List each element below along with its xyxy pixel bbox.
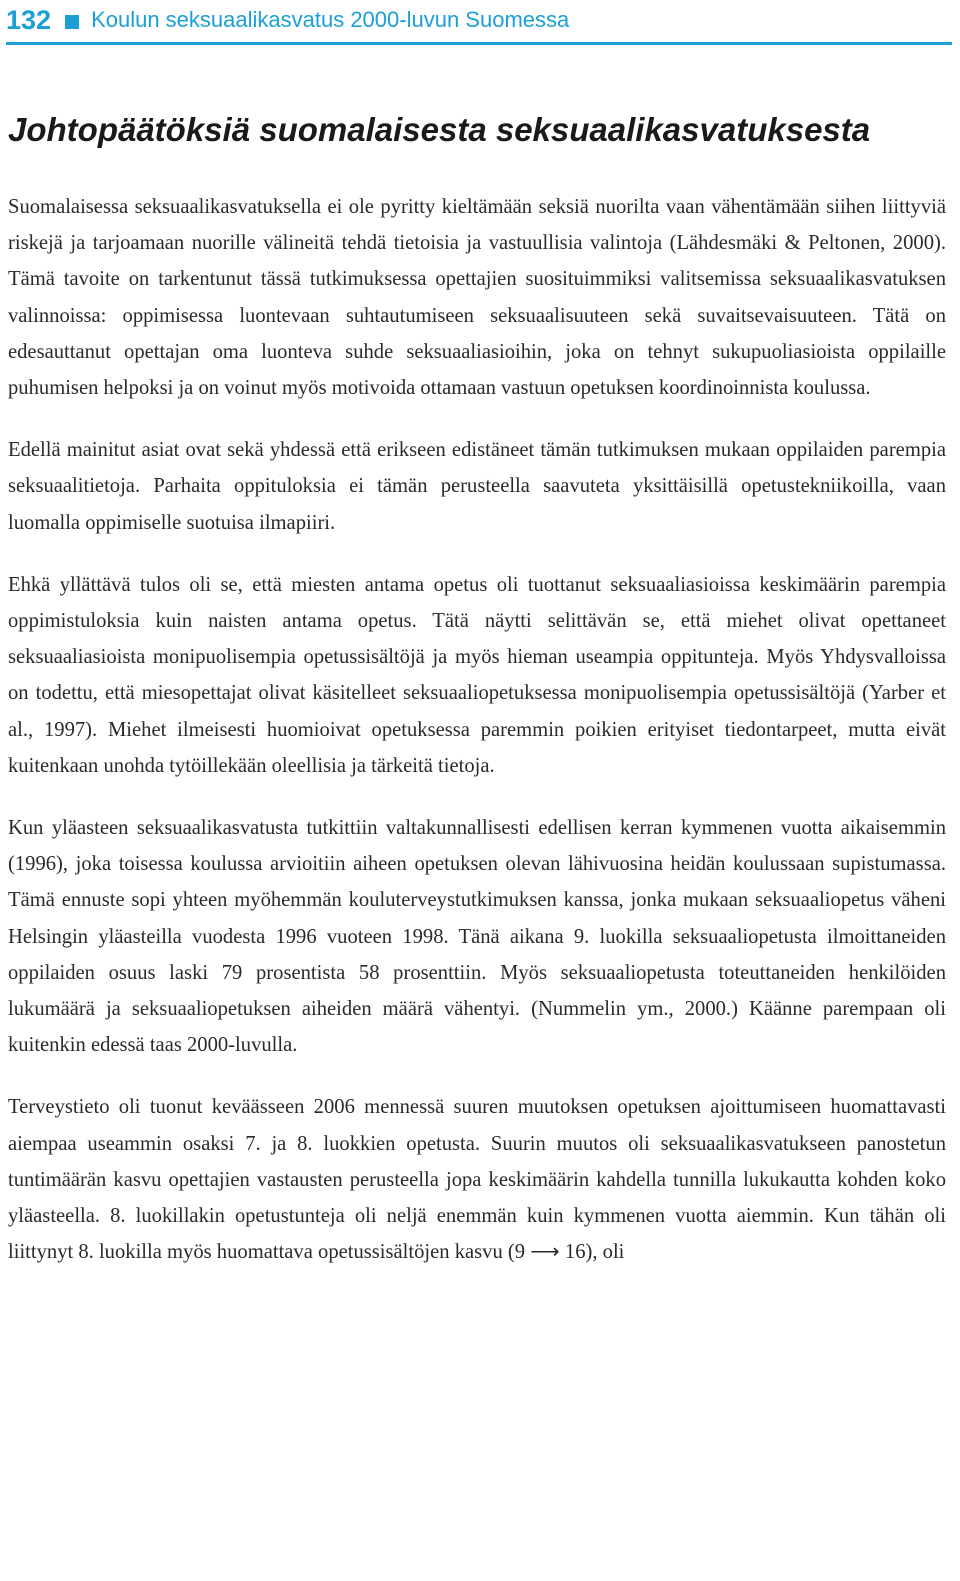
paragraph-1: Suomalaisessa seksuaalikasvatuksella ei ole pyritty kieltämään seksiä nuorilta vaan vähentämään siihen liittyviä riskejä ja tarjoamaan nuorille välineitä tehdä tietoisia ja vastuullisia valintoja (Lähdesmäki & Peltonen, 2000). Tämä tavoite on tarkentunut tässä tutkimuksessa opettajien suosituimmiksi valitsemissa seksuaalikasvatuksen valinnoissa: oppimisessa luontevaan suhtautumiseen seksuaalisuuteen sekä suvaitsevaisuuteen. Tätä on edesauttanut opettajan oma luonteva suhde seksuaaliasioihin, joka on tehnyt sukupuoliasioista oppilaille puhumisen helpoksi ja on voinut myös motivoida ottamaan vastuun opetuksen koordinoinnista koulussa. xyxy=(8,196,946,400)
paragraph-5: Terveystieto oli tuonut keväässeen 2006 mennessä suuren muutoksen opetuksen ajoittumiseen huomattavasti aiempaa useammin osaksi 7. ja 8. luokkien opetusta. Suurin muutos oli seksuaalikasvatukseen panostetun tuntimäärän kasvu opettajien vastausten perusteella jopa keskimäärin kahdella tunnilla lukukautta kohden koko yläasteella. 8. luokillakin opetustunteja oli neljä enemmän kuin kymmenen vuotta aiemmin. Kun tähän oli liittynyt 8. luokilla myös huomattava opetussisältöjen kasvu (9 ⟶ 16), oli xyxy=(8,1096,946,1264)
paragraph-3: Ehkä yllättävä tulos oli se, että miesten antama opetus oli tuottanut seksuaaliasioissa keskimäärin parempia oppimistuloksia kuin naisten antama opetus. Tätä näytti selittävän se, että miehet olivat opettaneet seksuaaliasioista monipuolisempia opetussisältöjä ja myös hieman useampia oppitunteja. Myös Yhdysvalloissa on todettu, että miesopettajat olivat käsitelleet seksuaaliopetuksessa monipuolisempia opetussisältöjä (Yarber et al., 1997). Miehet ilmeisesti huomioivat opetuksessa paremmin poikien erityiset tiedontarpeet, mutta eivät kuitenkaan unohda tytöillekään oleellisia ja tärkeitä tietoja. xyxy=(8,573,946,777)
square-bullet-icon xyxy=(65,15,79,29)
body-text xyxy=(8,189,946,1296)
section-heading: Johtopäätöksiä suomalaisesta seksuaalikasvatuksesta xyxy=(8,111,871,148)
header-divider xyxy=(6,42,952,45)
running-title: Koulun seksuaalikasvatus 2000-luvun Suomessa xyxy=(91,7,570,32)
page-number: 132 xyxy=(6,4,52,35)
paragraph-2: Edellä mainitut asiat ovat sekä yhdessä että erikseen edistäneet tämän tutkimuksen mukaan oppilaiden parempia seksuaalitietoja. Parhaita oppituloksia ei tämän perusteella saavuteta yksittäisillä opetustekniikoilla, vaan luomalla oppimiselle suotuisa ilmapiiri. xyxy=(8,439,946,534)
paragraph-4: Kun yläasteen seksuaalikasvatusta tutkittiin valtakunnallisesti edellisen kerran kymmenen vuotta aikaisemmin (1996), joka toisessa koulussa arvioitiin aiheen opetuksen olevan lähivuosina heidän koulussaan supistumassa. Tämä ennuste sopi yhteen myöhemmän kouluterveystutkimuksen kanssa, jonka mukaan seksuaaliopetus väheni Helsingin yläasteilla vuodesta 1996 vuoteen 1998. Tänä aikana 9. luokilla seksuaaliopetusta ilmoittaneiden oppilaiden osuus laski 79 prosentista 58 prosenttiin. Myös seksuaaliopetusta toteuttaneiden henkilöiden lukumäärä ja seksuaaliopetuksen aiheiden määrä vähentyi. (Nummelin ym., 2000.) Käänne parempaan oli kuitenkin edessä taas 2000-luvulla. xyxy=(8,817,946,1057)
running-header xyxy=(6,0,952,40)
